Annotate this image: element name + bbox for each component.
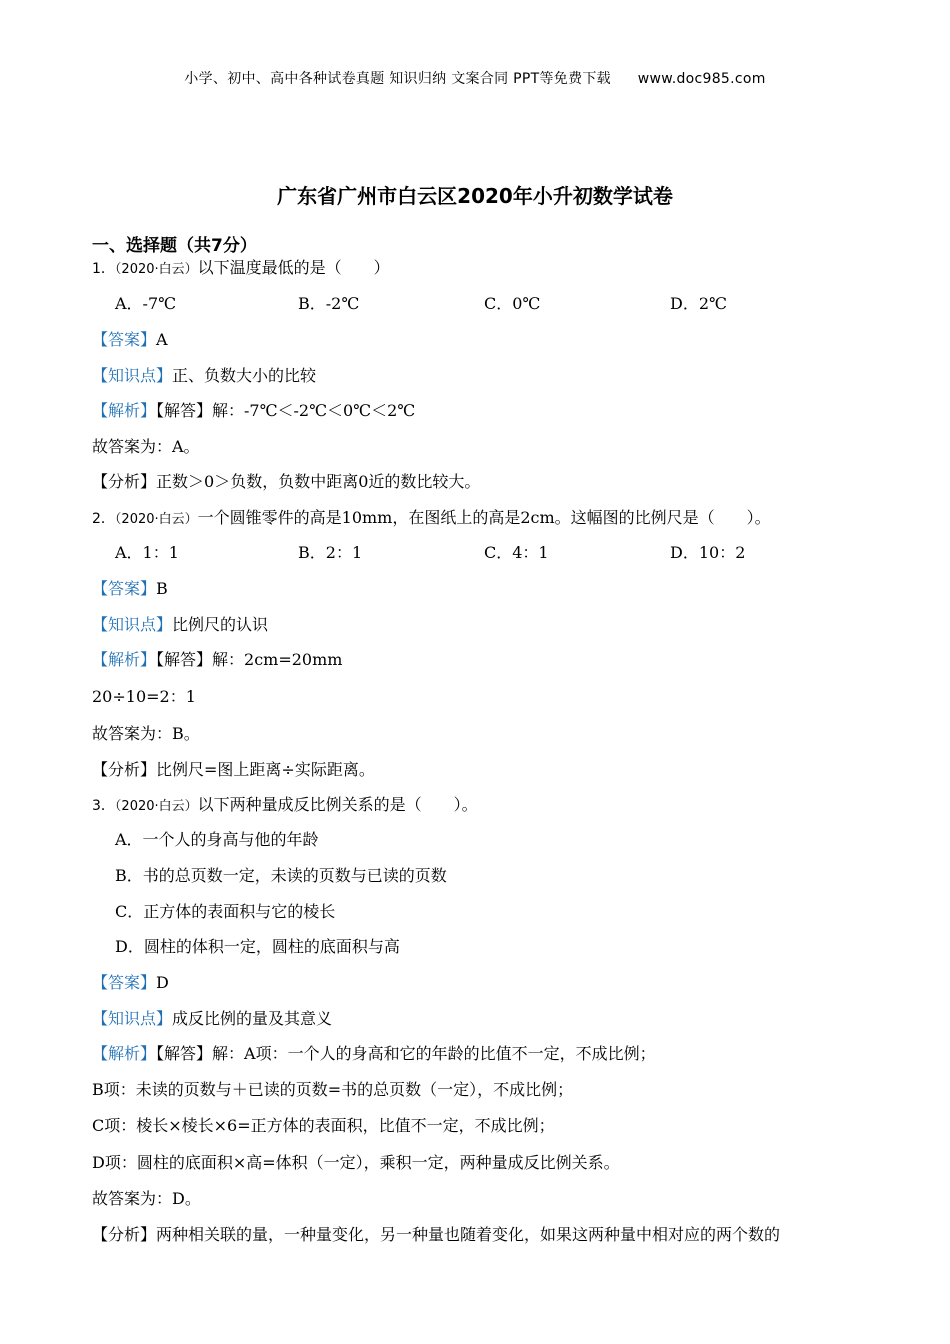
fenxi-label: 【分析】 bbox=[92, 1225, 157, 1244]
fenxi-label: 【分析】 bbox=[92, 472, 157, 491]
analysis-text: 【解答】解：A项：一个人的身高和它的年龄的比值不一定，不成比例； bbox=[156, 1044, 656, 1063]
q1-conclusion: 故答案为：A。 bbox=[92, 437, 200, 456]
page-title: 广东省广州市白云区2020年小升初数学试卷 bbox=[277, 184, 673, 208]
analysis-label: 【解析】 bbox=[92, 401, 157, 420]
answer-value: D bbox=[156, 973, 169, 992]
question-text: 以下两种量成反比例关系的是（ ）。 bbox=[197, 795, 478, 814]
q3-line-b: B项：未读的页数与＋已读的页数=书的总页数（一定），不成比例； bbox=[92, 1080, 574, 1099]
question-3-stem bbox=[92, 795, 478, 817]
question-number: 3． bbox=[92, 798, 115, 814]
section-heading: 一、选择题（共7分） bbox=[92, 236, 257, 256]
q2-option-a: A．1：1 bbox=[115, 543, 179, 562]
q2-option-c: C．4：1 bbox=[484, 543, 549, 562]
q2-analysis bbox=[92, 650, 342, 670]
knowledge-value: 比例尺的认识 bbox=[172, 615, 269, 634]
q1-option-b: B．-2℃ bbox=[298, 294, 360, 313]
fenxi-text: 两种相关联的量，一种量变化，另一种量也随着变化，如果这两种量中相对应的两个数的 bbox=[156, 1225, 781, 1244]
q2-conclusion: 故答案为：B。 bbox=[92, 724, 200, 743]
q3-option-c: C．正方体的表面积与它的棱长 bbox=[115, 902, 336, 921]
q1-answer bbox=[92, 330, 168, 350]
answer-value: A bbox=[156, 330, 168, 349]
analysis-text: 【解答】解：2cm=20mm bbox=[156, 650, 343, 669]
question-2-stem bbox=[92, 508, 771, 530]
fenxi-text: 正数＞0＞负数，负数中距离0近的数比较大。 bbox=[156, 472, 481, 491]
analysis-label: 【解析】 bbox=[92, 650, 157, 669]
q1-fenxi bbox=[92, 472, 480, 492]
q2-calc: 20÷10=2：1 bbox=[92, 687, 196, 706]
knowledge-value: 成反比例的量及其意义 bbox=[172, 1009, 333, 1028]
knowledge-label: 【知识点】 bbox=[92, 366, 173, 385]
question-text: 以下温度最低的是（ ） bbox=[197, 258, 390, 277]
q1-analysis bbox=[92, 401, 415, 421]
q3-analysis bbox=[92, 1044, 656, 1064]
q3-line-c: C项：棱长×棱长×6=正方体的表面积，比值不一定，不成比例； bbox=[92, 1116, 555, 1135]
q3-knowledge bbox=[92, 1009, 332, 1029]
question-number: 1． bbox=[92, 261, 115, 277]
q3-option-a: A．一个人的身高与他的年龄 bbox=[115, 830, 319, 849]
analysis-label: 【解析】 bbox=[92, 1044, 157, 1063]
q3-option-b: B．书的总页数一定，未读的页数与已读的页数 bbox=[115, 866, 447, 885]
question-1-stem bbox=[92, 258, 390, 280]
answer-label: 【答案】 bbox=[92, 330, 157, 349]
q1-option-c: C．0℃ bbox=[484, 294, 541, 313]
fenxi-text: 比例尺=图上距离÷实际距离。 bbox=[156, 760, 375, 779]
q1-option-a: A．-7℃ bbox=[115, 294, 177, 313]
analysis-text: 【解答】解：-7℃＜-2℃＜0℃＜2℃ bbox=[156, 401, 416, 420]
q3-fenxi bbox=[92, 1225, 780, 1245]
question-source: （2020·白云） bbox=[114, 512, 198, 527]
q2-option-b: B．2：1 bbox=[298, 543, 363, 562]
header-url[interactable]: www.doc985.com bbox=[637, 71, 766, 87]
question-text: 一个圆锥零件的高是10mm，在图纸上的高是2cm。这幅图的比例尺是（ ）。 bbox=[197, 508, 771, 527]
knowledge-label: 【知识点】 bbox=[92, 1009, 173, 1028]
knowledge-value: 正、负数大小的比较 bbox=[172, 366, 317, 385]
question-number: 2． bbox=[92, 511, 115, 527]
q3-answer bbox=[92, 973, 169, 993]
q3-line-d: D项：圆柱的底面积×高=体积（一定），乘积一定，两种量成反比例关系。 bbox=[92, 1153, 620, 1172]
q2-option-d: D．10：2 bbox=[670, 543, 746, 562]
answer-value: B bbox=[156, 579, 168, 598]
q1-option-d: D．2℃ bbox=[670, 294, 727, 313]
answer-label: 【答案】 bbox=[92, 579, 157, 598]
fenxi-label: 【分析】 bbox=[92, 760, 157, 779]
question-source: （2020·白云） bbox=[114, 262, 198, 277]
q2-fenxi bbox=[92, 760, 375, 780]
q3-option-d: D．圆柱的体积一定，圆柱的底面积与高 bbox=[115, 937, 400, 956]
question-source: （2020·白云） bbox=[114, 799, 198, 814]
knowledge-label: 【知识点】 bbox=[92, 615, 173, 634]
q2-knowledge bbox=[92, 615, 268, 635]
answer-label: 【答案】 bbox=[92, 973, 157, 992]
header-text: 小学、初中、高中各种试卷真题 知识归纳 文案合同 PPT等免费下载 bbox=[184, 71, 611, 87]
q2-answer bbox=[92, 579, 168, 599]
page-header bbox=[0, 68, 950, 88]
q3-conclusion: 故答案为：D。 bbox=[92, 1189, 201, 1208]
q1-knowledge bbox=[92, 366, 316, 386]
